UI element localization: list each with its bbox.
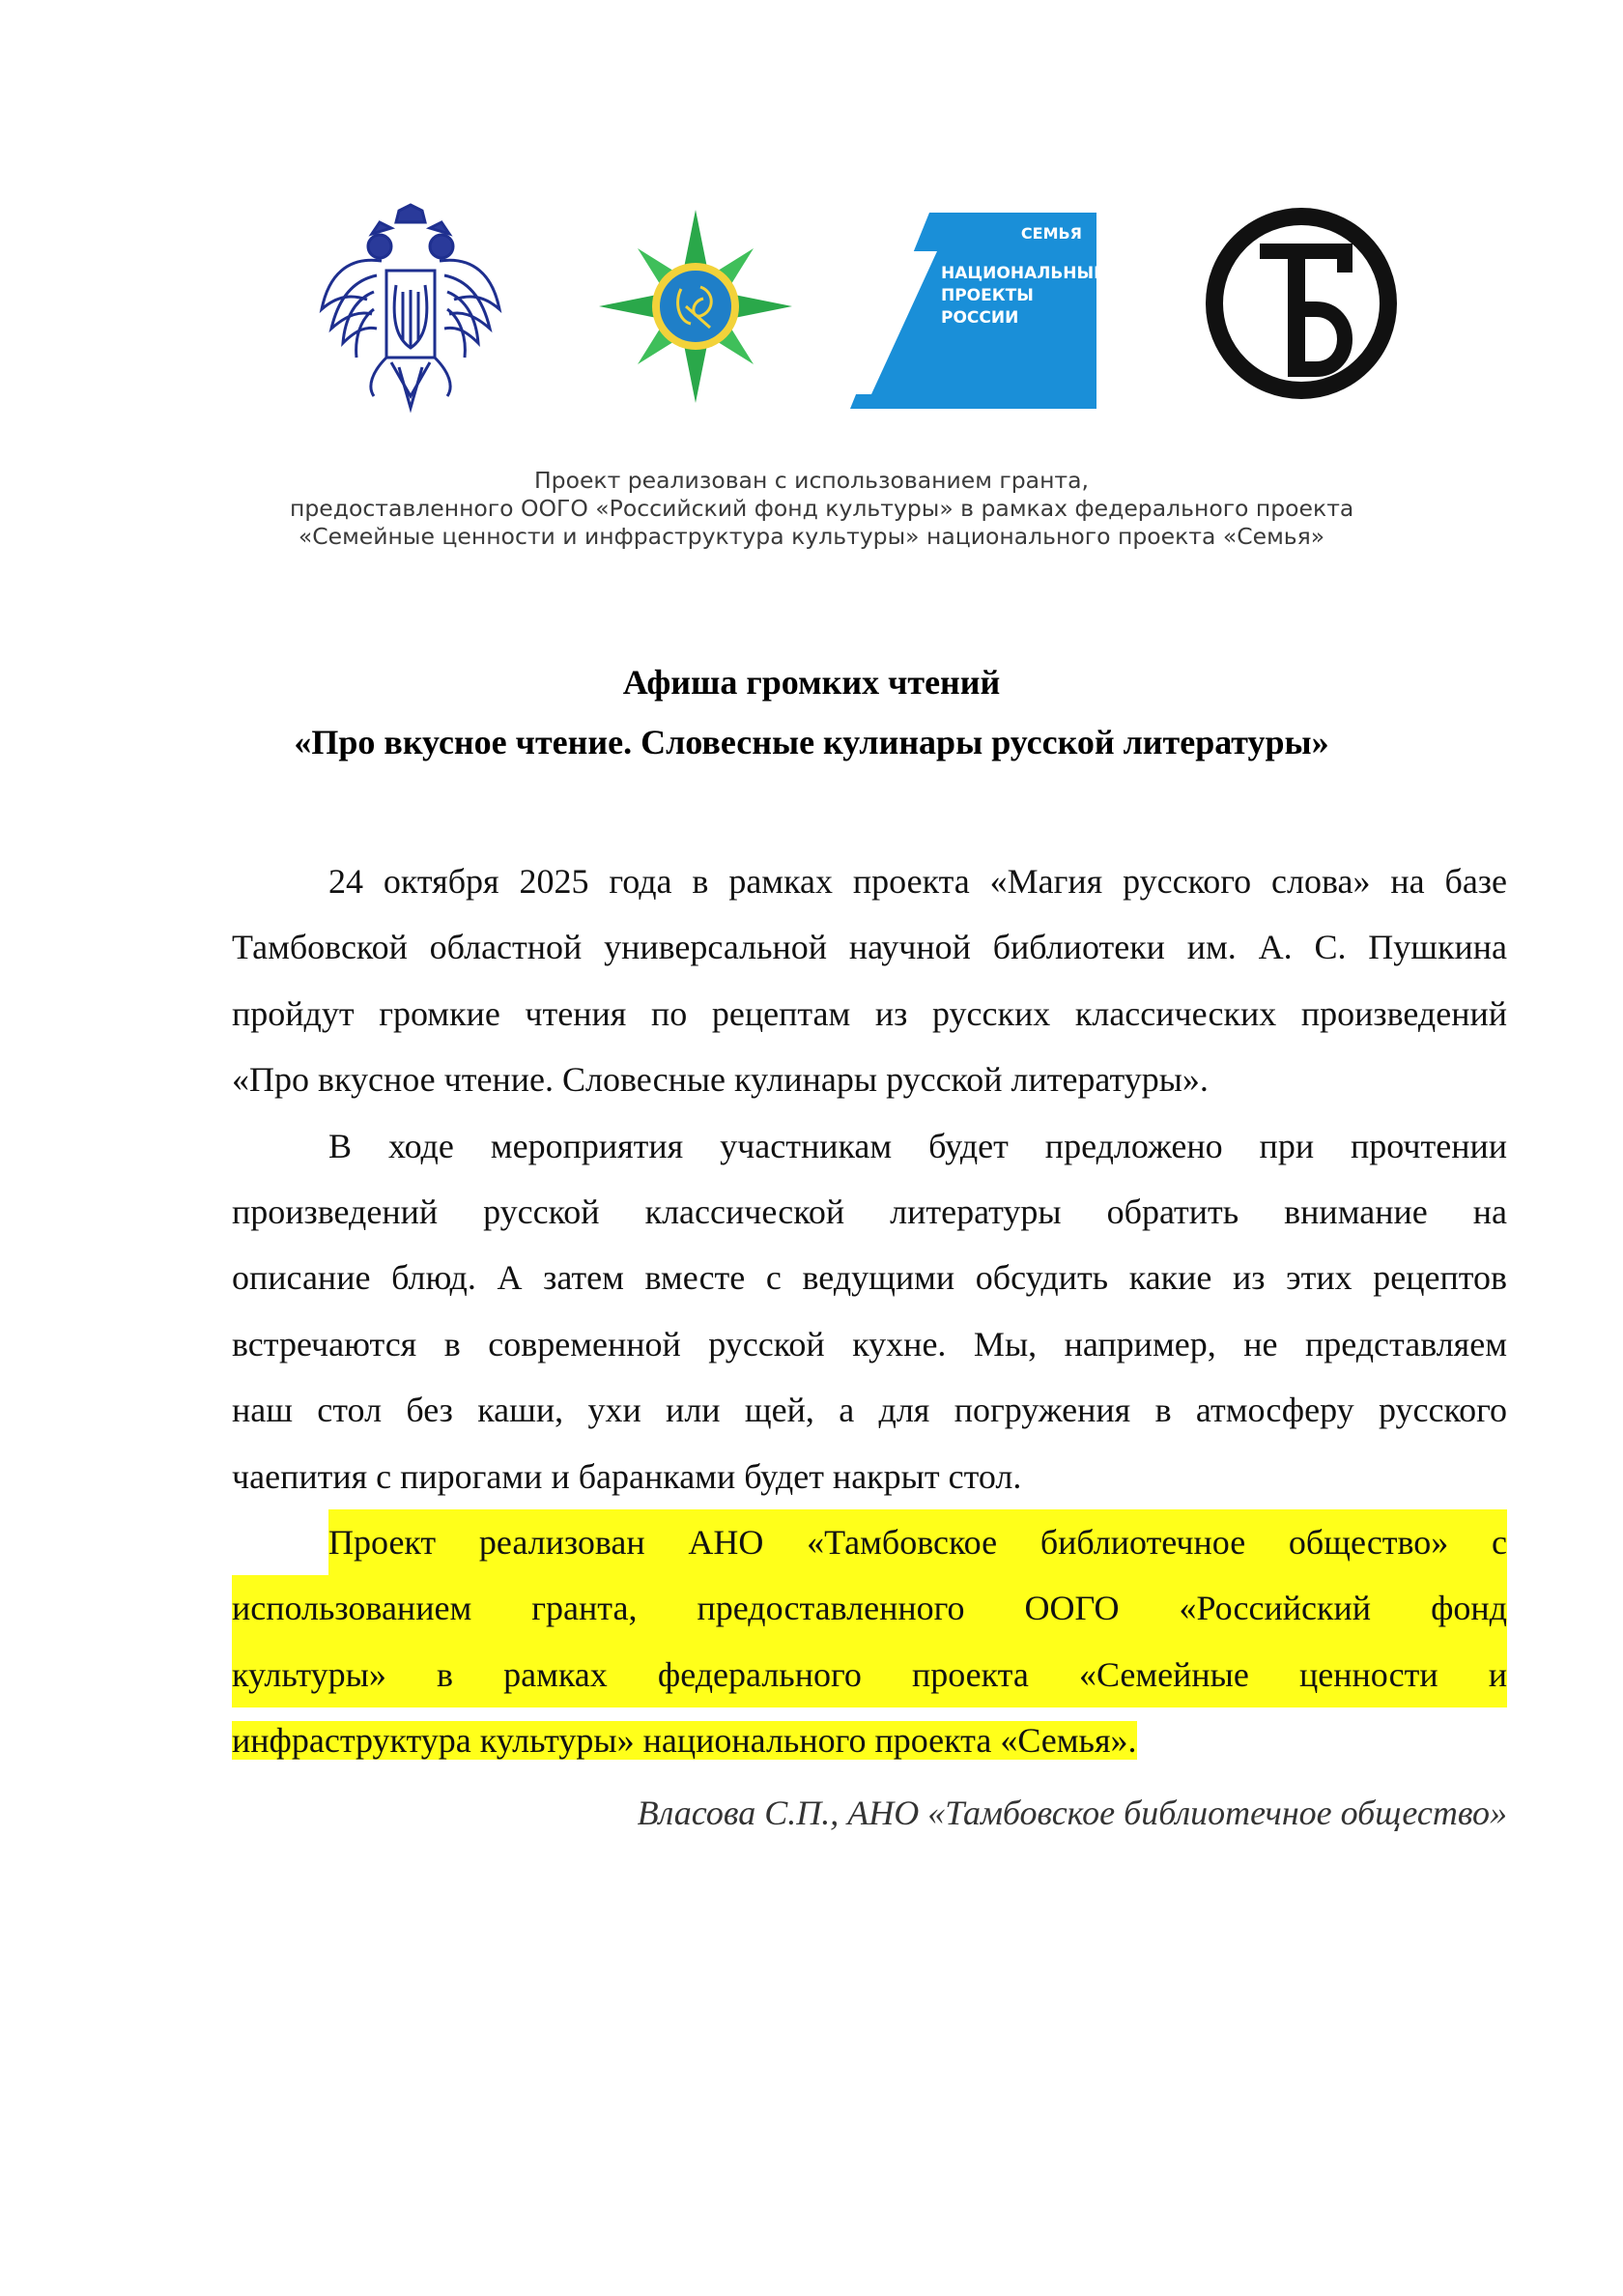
- text-line: В ходе мероприятия участникам будет предложено при прочтении: [328, 1126, 1507, 1165]
- star-emblem-icon: [599, 208, 792, 406]
- np-label-family: СЕМЬЯ: [1020, 224, 1082, 243]
- text-line: «Про вкусное чтение. Словесные кулинары русской литературы».: [232, 1060, 1209, 1100]
- document-body: [232, 848, 1507, 1773]
- text-line: пройдут громкие чтения по рецептам из русских классических произведений: [232, 993, 1507, 1033]
- ob-monogram-icon: [1200, 205, 1403, 403]
- grant-note: [290, 467, 1354, 551]
- national-projects-logo: [850, 211, 1105, 409]
- author-signature: Власова С.П., АНО «Тамбовское библиотечное общество»: [637, 1794, 1507, 1832]
- np-label-russia: РОССИИ: [941, 308, 1019, 328]
- title-line-1: Афиша громких чтений: [622, 663, 1001, 702]
- paragraph-grant-highlighted: [232, 1509, 1507, 1774]
- eagle-emblem-icon: [314, 203, 507, 416]
- text-line: наш стол без каши, ухи или щей, а для погружения в атмосферу русского: [232, 1391, 1507, 1430]
- grant-note-line: «Семейные ценности и инфраструктура культуры» национального проекта «Семья»: [298, 523, 1325, 550]
- text-line: [232, 1509, 1507, 1575]
- text-line: Тамбовской областной универсальной научной библиотеки им. А. С. Пушкина: [232, 928, 1507, 967]
- culture-foundation-star-logo: [599, 208, 792, 406]
- text-line: [232, 1708, 1507, 1773]
- grant-note-line: Проект реализован с использованием гранта,: [533, 467, 1089, 494]
- grant-note-line: предоставленного ООГО «Российский фонд культуры» в рамках федерального проекта: [290, 495, 1354, 522]
- text-line: [232, 1642, 1507, 1708]
- highlighted-text: культуры» в рамках федерального проекта «Семейные ценности и: [232, 1642, 1507, 1708]
- text-line: [232, 1575, 1507, 1641]
- paragraph-announcement: [232, 848, 1507, 1113]
- text-line: встречаются в современной русской кухне. Мы, например, не представляем: [232, 1324, 1507, 1363]
- text-line: 24 октября 2025 года в рамках проекта «Магия русского слова» на базе: [328, 862, 1507, 901]
- eagle-emblem-logo: [314, 203, 507, 416]
- text-line: чаепития с пирогами и баранками будет накрыт стол.: [232, 1456, 1022, 1496]
- title-line-2: «Про вкусное чтение. Словесные кулинары русской литературы»: [294, 723, 1329, 761]
- document-title: [193, 652, 1430, 772]
- highlighted-text: использованием гранта, предоставленного ООГО «Российский фонд: [232, 1575, 1507, 1641]
- library-society-monogram-logo: [1200, 205, 1403, 403]
- paragraph-description: [232, 1113, 1507, 1509]
- np-label-projects: ПРОЕКТЫ: [941, 286, 1034, 305]
- highlighted-text: инфраструктура культуры» национального проекта «Семья».: [232, 1721, 1137, 1761]
- text-line: произведений русской классической литературы обратить внимание на: [232, 1191, 1507, 1231]
- text-line: описание блюд. А затем вместе с ведущими обсудить какие из этих рецептов: [232, 1258, 1507, 1298]
- highlighted-text: Проект реализован АНО «Тамбовское библиотечное общество» с: [328, 1509, 1507, 1575]
- np-label-national: НАЦИОНАЛЬНЫЕ: [941, 264, 1105, 283]
